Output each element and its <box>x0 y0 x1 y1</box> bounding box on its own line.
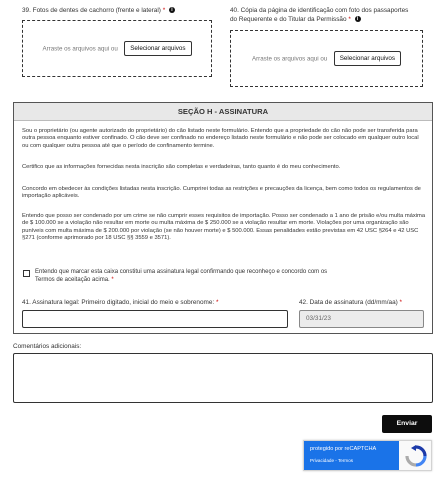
recaptcha-title: protegido por reCAPTCHA <box>310 446 377 452</box>
required-mark: * <box>399 299 403 306</box>
terms-paragraph-2: Certifico que as informações fornecidas nesta inscrição são completas e verdadeiras, tanto quanto é do meu conhecimento. <box>22 164 341 170</box>
upload-39-dropzone[interactable] <box>22 20 212 77</box>
comments-label: Comentários adicionais: <box>13 343 82 350</box>
acknowledge-label <box>35 269 335 284</box>
info-icon[interactable]: i <box>355 16 361 22</box>
signature-label <box>22 299 292 308</box>
signature-input[interactable] <box>22 310 288 328</box>
signature-label-text: 41. Assinatura legal: Primeiro digitado, inicial do meio e sobrenome: <box>22 299 215 306</box>
upload-40-label-text: 40. Cópia da página de identificação com foto dos passaportes do Requerente e do Titular da Permissão <box>230 7 409 23</box>
terms-paragraph-3: Concordo em obedecer às condições listadas nesta inscrição. Cumprirei todas as restrições e precauções da licença, bem como todos os regulamentos de importação aplicáveis. <box>22 186 421 200</box>
submit-button[interactable]: Enviar <box>382 415 432 433</box>
dropzone-text: Arraste os arquivos aqui ou <box>251 54 328 62</box>
signature-date-label <box>299 299 429 308</box>
acknowledge-checkbox[interactable] <box>23 270 30 277</box>
terms-paragraph-1: Sou o proprietário (ou agente autorizado do proprietário) do cão listado neste formulário. Entendo que a propriedade do cão não pode ser transferida para outra pessoa enquanto estiver confinado. O cão deve ser confinado no endereço listado neste formulário e não pode ser colocado em qualquer outro local ou com qualquer outra pessoa até que o período de confinamento termine. <box>22 128 419 149</box>
select-files-button[interactable]: Selecionar arquivos <box>124 41 191 56</box>
recaptcha-links[interactable]: Privacidade - Termos <box>310 458 354 463</box>
upload-39-label <box>22 7 212 16</box>
terms-paragraph-4: Entendo que posso ser condenado por um crime se não cumprir esses requisitos de importação. Posso ser condenado a 1 ano de prisão e/ou multa máxima de $ 100.000 se a violação não resultar em morte ou multa máxima de $ 250.000 se a violação resultar em morte. Violações por uma organização são puníveis com multa máxima de $ 200.000 por violação (se não houver morte) e $ 500.000. Essas penalidades estão previstas em 42 USC §264 e 42 USC §271 (conforme aprimorado por 18 USC §§ 3559 e 3571). <box>22 213 426 241</box>
recaptcha-badge[interactable] <box>303 440 432 471</box>
required-mark: * <box>162 7 166 14</box>
upload-39-label-text: 39. Fotos de dentes de cachorro (frente e lateral) <box>22 7 161 14</box>
required-mark: * <box>111 276 114 283</box>
required-mark: * <box>215 299 219 306</box>
dropzone-text: Arraste os arquivos aqui ou <box>42 44 118 52</box>
recaptcha-logo-icon <box>405 445 427 467</box>
upload-40-label <box>230 7 410 24</box>
acknowledge-label-text: Entendo que marcar esta caixa constitui uma assinatura legal confirmando que reconheço e concordo com os Termos de aceitação acima. <box>35 269 328 283</box>
signature-date-input: 03/31/23 <box>299 310 424 328</box>
comments-textarea[interactable] <box>13 353 433 403</box>
section-h-signature <box>13 102 433 334</box>
recaptcha-text-panel <box>304 441 399 470</box>
info-icon[interactable]: i <box>169 7 175 13</box>
upload-40-dropzone[interactable] <box>230 30 423 87</box>
section-h-title: SEÇÃO H - ASSINATURA <box>14 103 432 121</box>
required-mark: * <box>348 15 351 23</box>
signature-date-label-text: 42. Data de assinatura (dd/mm/aa) <box>299 299 398 306</box>
select-files-button[interactable]: Selecionar arquivos <box>334 51 401 66</box>
